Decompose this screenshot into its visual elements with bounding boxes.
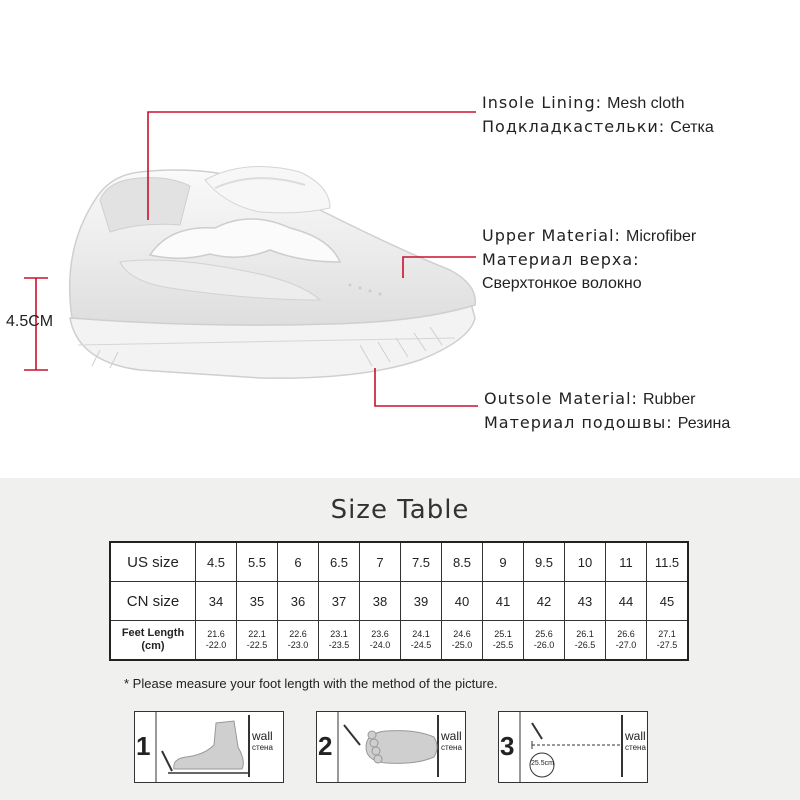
feet-max: -22.5 [246, 640, 268, 650]
insole-key-en: Insole Lining: [482, 93, 602, 112]
feet-length-cell [360, 621, 401, 661]
measure-step-1 [134, 711, 284, 783]
cn-size-cell: 39 [401, 582, 442, 621]
feet-min: 22.1 [248, 629, 266, 639]
us-size-cell: 4.5 [196, 542, 237, 582]
upper-annotation [482, 224, 696, 295]
upper-key-en: Upper Material: [482, 226, 621, 245]
feet-length-cell [319, 621, 360, 661]
table-row-cn [110, 582, 688, 621]
feet-max: -23.0 [287, 640, 309, 650]
feet-length-cell [647, 621, 689, 661]
outsole-val-ru: Резина [677, 415, 731, 432]
us-size-cell: 9.5 [524, 542, 565, 582]
outsole-val-en: Rubber [643, 391, 696, 408]
feet-min: 26.6 [617, 629, 635, 639]
us-size-cell: 11 [606, 542, 647, 582]
feet-length-cell [524, 621, 565, 661]
step-3-wall-ru: стена [625, 743, 646, 752]
cn-size-cell: 42 [524, 582, 565, 621]
table-row-feet [110, 621, 688, 661]
outsole-annotation [484, 387, 730, 435]
feet-length-cell [442, 621, 483, 661]
us-size-cell: 7.5 [401, 542, 442, 582]
feet-max: -25.0 [451, 640, 473, 650]
cn-size-cell: 43 [565, 582, 606, 621]
cn-size-cell: 35 [237, 582, 278, 621]
feet-min: 26.1 [576, 629, 594, 639]
upper-val-en: Microfiber [626, 228, 697, 245]
us-size-cell: 11.5 [647, 542, 689, 582]
feet-min: 22.6 [289, 629, 307, 639]
feet-min: 27.1 [658, 629, 676, 639]
step-3-wall: wall [625, 729, 646, 743]
us-size-cell: 6.5 [319, 542, 360, 582]
upper-key-ru: Материал верха: [482, 250, 640, 269]
outsole-key-en: Outsole Material: [484, 389, 638, 408]
feet-max: -26.0 [533, 640, 555, 650]
measure-step-2 [316, 711, 466, 783]
cn-size-cell: 37 [319, 582, 360, 621]
feet-length-cell [483, 621, 524, 661]
upper-val-ru: Сверхтонкое волокно [482, 275, 642, 292]
feet-length-cell [401, 621, 442, 661]
step-2-wall-ru: стена [441, 743, 462, 752]
feet-min: 23.6 [371, 629, 389, 639]
table-row-us [110, 542, 688, 582]
us-size-cell: 5.5 [237, 542, 278, 582]
feet-max: -23.5 [328, 640, 350, 650]
cn-size-cell: 36 [278, 582, 319, 621]
cn-size-cell: 40 [442, 582, 483, 621]
feet-min: 25.1 [494, 629, 512, 639]
feet-min: 23.1 [330, 629, 348, 639]
us-size-cell: 8.5 [442, 542, 483, 582]
us-size-cell: 6 [278, 542, 319, 582]
feet-length-cell [278, 621, 319, 661]
feet-label: Feet Length [121, 627, 185, 639]
cn-size-cell: 41 [483, 582, 524, 621]
feet-max: -25.5 [492, 640, 514, 650]
us-size-cell: 7 [360, 542, 401, 582]
measure-note: * Please measure your foot length with the method of the picture. [124, 676, 498, 691]
heel-height-label: 4.5CM [6, 313, 54, 330]
feet-max: -27.5 [656, 640, 678, 650]
step-1-wall-ru: стена [252, 743, 273, 752]
feet-length-cell [606, 621, 647, 661]
feet-min: 24.1 [412, 629, 430, 639]
cn-size-cell: 38 [360, 582, 401, 621]
step-1-number: 1 [136, 731, 151, 761]
measure-step-3 [498, 711, 648, 783]
size-table [109, 541, 689, 661]
feet-min: 25.6 [535, 629, 553, 639]
feet-length-cell [565, 621, 606, 661]
feet-max: -22.0 [205, 640, 227, 650]
insole-annotation [482, 91, 714, 139]
feet-max: -24.0 [369, 640, 391, 650]
size-table-title: Size Table [330, 495, 470, 525]
us-size-cell: 9 [483, 542, 524, 582]
insole-val-ru: Сетка [670, 119, 714, 136]
row-label-cn: CN size [110, 582, 196, 621]
step-3-measure: 25.5cm [531, 760, 554, 767]
feet-length-cell [237, 621, 278, 661]
us-size-cell: 10 [565, 542, 606, 582]
cn-size-cell: 34 [196, 582, 237, 621]
feet-length-cell [196, 621, 237, 661]
step-2-wall: wall [441, 729, 462, 743]
cn-size-cell: 44 [606, 582, 647, 621]
feet-max: -26.5 [574, 640, 596, 650]
insole-val-en: Mesh cloth [607, 95, 685, 112]
outsole-key-ru: Материал подошвы: [484, 413, 673, 432]
insole-key-ru: Подкладкастельки: [482, 117, 666, 136]
feet-max: -27.0 [615, 640, 637, 650]
step-3-number: 3 [500, 731, 515, 761]
step-2-number: 2 [318, 731, 333, 761]
feet-max: -24.5 [410, 640, 432, 650]
step-1-wall: wall [252, 729, 273, 743]
feet-unit: (cm) [141, 640, 165, 652]
feet-min: 21.6 [207, 629, 225, 639]
feet-min: 24.6 [453, 629, 471, 639]
row-label-feet [110, 621, 196, 661]
row-label-us: US size [110, 542, 196, 582]
cn-size-cell: 45 [647, 582, 689, 621]
